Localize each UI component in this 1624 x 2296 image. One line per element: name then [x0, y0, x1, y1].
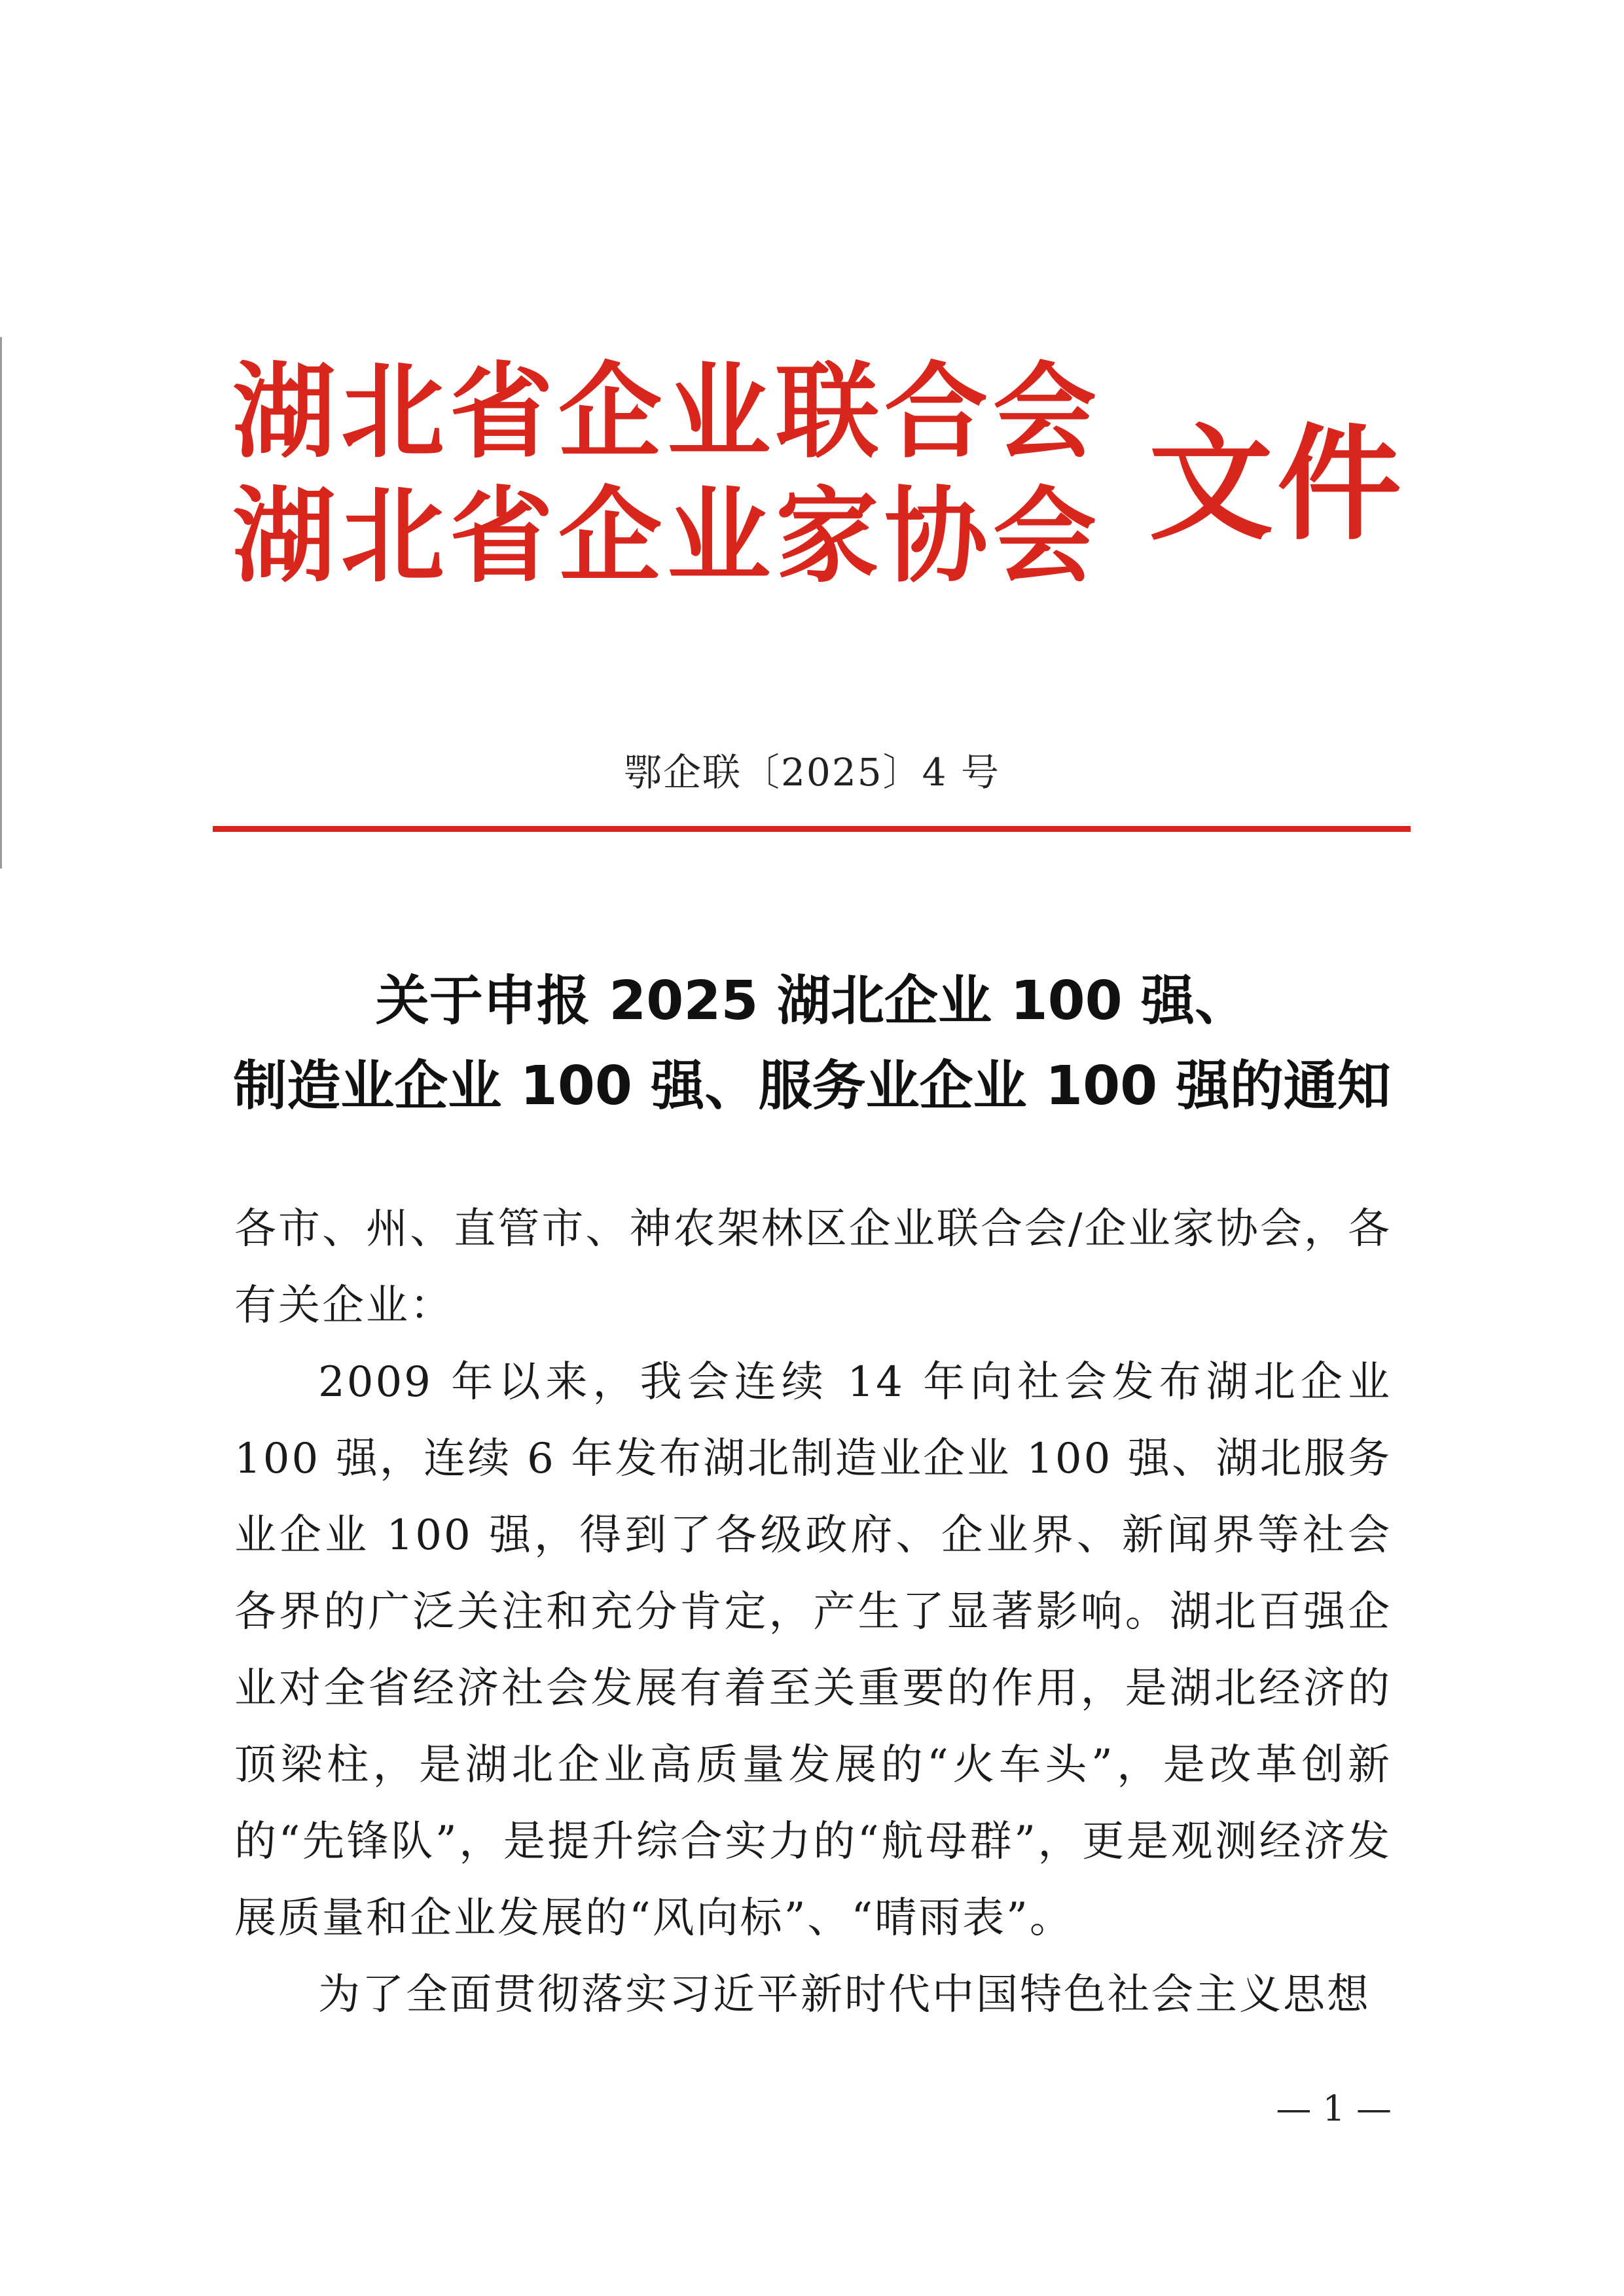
notice-title-line-1: 关于申报 2025 湖北企业 100 强、 — [375, 970, 1249, 1032]
document-type-label: 文件 — [1149, 411, 1406, 557]
document-header — [232, 353, 1411, 615]
body-paragraph-1: 2009 年以来，我会连续 14 年向社会发布湖北企业 100 强，连续 6 年发布湖北制造业企业 100 强、湖北服务业企业 100 强，得到了各级政府、企业界、新闻界等社会各界的广泛关注和充分肯定，产生了显著影响。湖北百强企业对全省经济社会发展有着至关重要的作用，是湖北经济的顶梁柱，是湖北企业高质量发展的“火车头”，是改革创新的“先锋队”，是提升综合实力的“航母群”，更是观测经济发展质量和企业发展的“风向标”、“晴雨表”。 — [234, 1358, 1392, 1943]
notice-title-line-2: 制造业企业 100 强、服务业企业 100 强的通知 — [233, 1055, 1391, 1117]
issuer-name-line-1: 湖北省企业联合会 — [232, 351, 1102, 473]
red-separator-rule — [213, 826, 1411, 832]
salutation: 各市、州、直管市、神农架林区企业联合会/企业家协会，各有关企业： — [234, 1205, 1392, 1330]
body-paragraph-2: 为了全面贯彻落实习近平新时代中国特色社会主义思想 — [318, 1971, 1371, 2019]
document-number: 鄂企联〔2025〕4 号 — [624, 750, 1000, 795]
issuer-name-line-2: 湖北省企业家协会 — [232, 476, 1102, 597]
page-number: — 1 — — [1276, 2088, 1392, 2129]
notice-body — [234, 1191, 1392, 2034]
